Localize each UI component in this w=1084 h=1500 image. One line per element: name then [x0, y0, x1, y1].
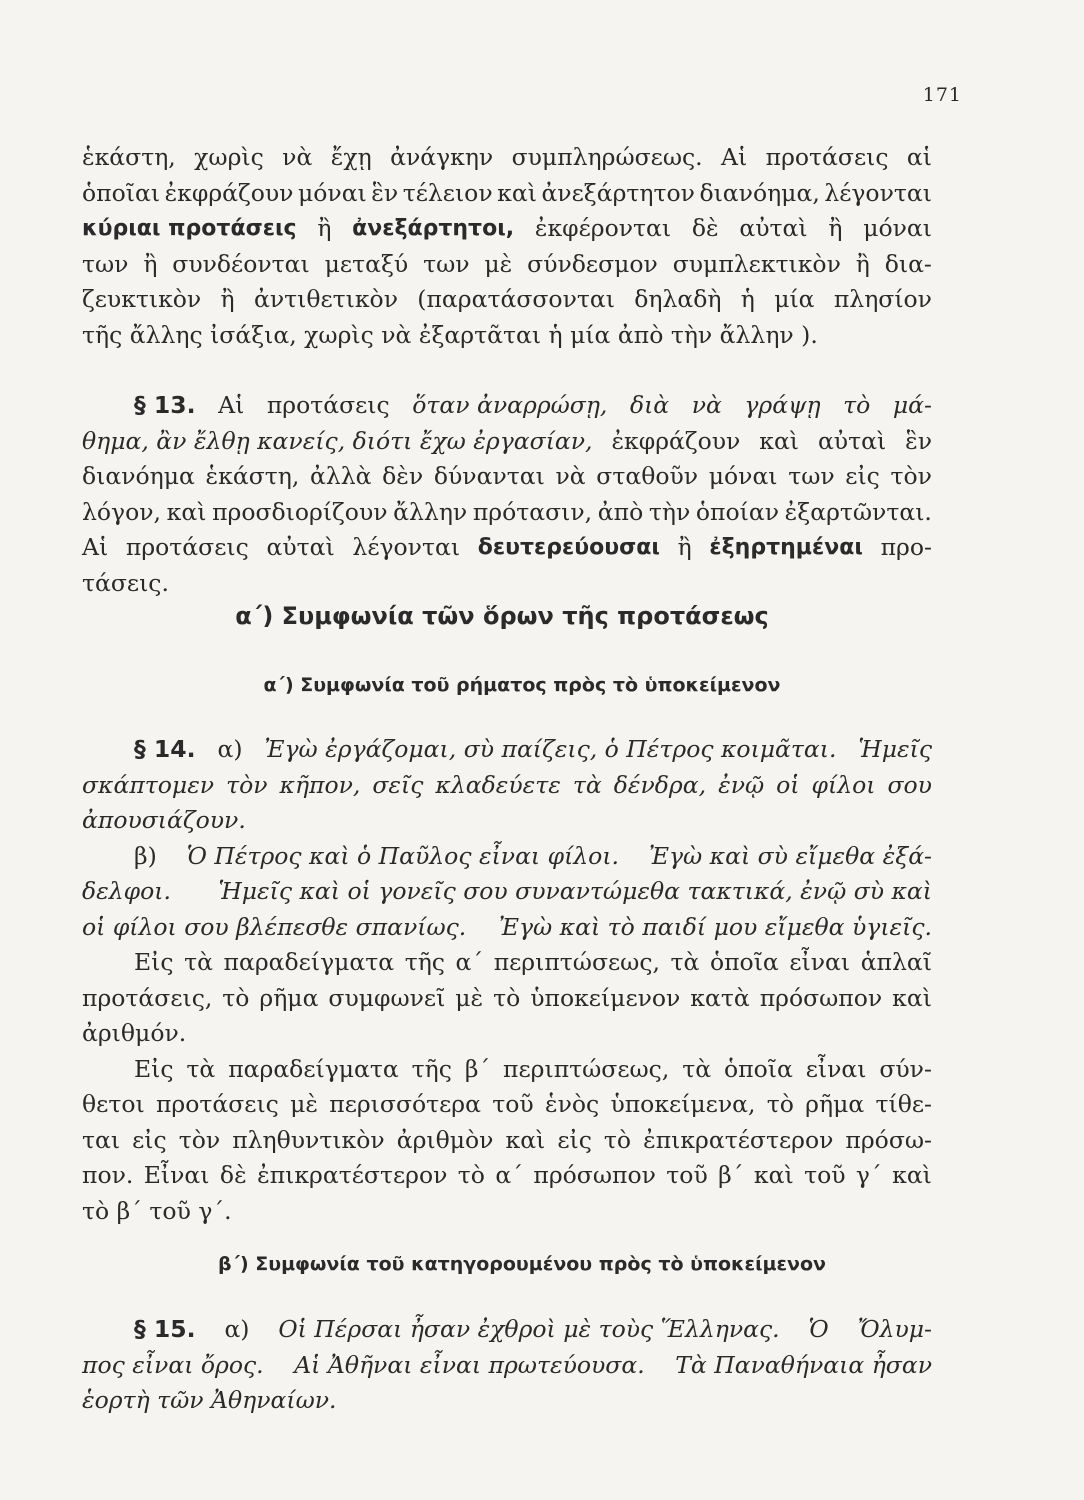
bold-term: δευτερεύουσαι — [477, 535, 660, 560]
text-line: δελφοι. Ἡμεῖς καὶ οἱ γονεῖς σου συναντώμεθα τακτικά, ἐνῷ σὺ καὶ — [82, 877, 932, 905]
text-line: ἀπουσιάζουν. — [82, 806, 246, 834]
text-line: Αἱ προτάσεις αὐταὶ λέγονται δευτερεύουσαι ἢ ἐξηρτημέναι προ- — [82, 530, 932, 566]
bold-term: ἀνεξάρτητοι, — [352, 216, 515, 241]
page-number: 171 — [922, 84, 962, 106]
text-line: πος εἶναι ὄρος. Αἱ Ἀθῆναι εἶναι πρωτεύουσα. Τὰ Παναθήναια ἦσαν — [82, 1350, 932, 1379]
section-heading: α΄) Συμφωνία τῶν ὅρων τῆς προτάσεως — [235, 602, 769, 630]
text-line: τῆς ἄλλης ἰσάξια, χωρὶς νὰ ἐξαρτᾶται ἡ μία ἀπὸ τὴν ἄλλην ). — [82, 320, 818, 349]
section-number: § 14. — [134, 735, 196, 763]
text-line: διανόημα ἑκάστη, ἀλλὰ δὲν δύνανται νὰ σταθοῦν μόναι των εἰς τὸν — [82, 462, 932, 490]
text-line: § 13. Αἱ προτάσεις ὅταν ἀναρρώσῃ, διὰ νὰ γράψῃ τὸ μά- — [82, 388, 932, 424]
subsection-heading: α΄) Συμφωνία τοῦ ρήματος πρὸς τὸ ὑποκείμενον — [263, 674, 781, 696]
text-line: ὁποῖαι ἐκφράζουν μόναι ἓν τέλειον καὶ ἀνεξάρτητον διανόημα, λέγονται — [82, 178, 932, 207]
paragraph-2 — [82, 388, 932, 601]
text-line: Εἰς τὰ παραδείγματα τῆς β΄ περιπτώσεως, τὰ ὁποῖα εἶναι σύν- — [134, 1054, 932, 1083]
text-line: κύριαι προτάσεις ἢ ἀνεξάρτητοι, ἐκφέρονται δὲ αὐταὶ ἢ μόναι — [82, 211, 932, 247]
text-line: β) Ὁ Πέτρος καὶ ὁ Παῦλος εἶναι φίλοι. Ἐγὼ καὶ σὺ εἴμεθα ἐξά- — [134, 841, 932, 870]
paragraph-3 — [82, 732, 932, 1229]
text-line: των ἢ συνδέονται μεταξύ των μὲ σύνδεσμον συμπλεκτικὸν ἢ δια- — [82, 249, 932, 278]
paragraph-1 — [82, 140, 932, 353]
text-line: ἑορτὴ τῶν Ἀθηναίων. — [82, 1386, 337, 1414]
text-line: Εἰς τὰ παραδείγματα τῆς α΄ περιπτώσεως, τὰ ὁποῖα εἶναι ἁπλαῖ — [134, 948, 932, 976]
text-line: θετοι προτάσεις μὲ περισσότερα τοῦ ἑνὸς ὑποκείμενα, τὸ ρῆμα τίθε- — [82, 1090, 932, 1118]
bold-term: ἐξηρτημέναι — [709, 535, 863, 560]
text-line: τάσεις. — [82, 568, 169, 597]
text-line: § 14. α) Ἐγὼ ἐργάζομαι, σὺ παίζεις, ὁ Πέτρος κοιμᾶται. Ἡμεῖς — [82, 732, 932, 768]
text-line: ζευκτικὸν ἢ ἀντιθετικὸν (παρατάσσονται δηλαδὴ ἡ μία πλησίον — [82, 285, 932, 313]
section-number: § 13. — [134, 391, 196, 419]
text-line: οἱ φίλοι σου βλέπεσθε σπανίως. Ἐγὼ καὶ τὸ παιδί μου εἴμεθα ὑγιεῖς. — [82, 912, 932, 941]
text-line: ἀριθμόν. — [82, 1019, 187, 1047]
subsection-heading: β΄) Συμφωνία τοῦ κατηγορουμένου πρὸς τὸ ὑποκείμενον — [217, 1253, 826, 1275]
text-line: θημα, ἂν ἔλθῃ κανείς, διότι ἔχω ἐργασίαν, ἐκφράζουν καὶ αὐταὶ ἓν — [82, 426, 932, 455]
text-line: § 15. α) Οἱ Πέρσαι ἦσαν ἐχθροὶ μὲ τοὺς Ἕλληνας. Ὁ Ὄλυμ- — [82, 1312, 932, 1348]
text-line: τὸ β΄ τοῦ γ΄. — [82, 1196, 232, 1225]
text-line: προτάσεις, τὸ ρῆμα συμφωνεῖ μὲ τὸ ὑποκείμενον κατὰ πρόσωπον καὶ — [82, 983, 932, 1012]
text-line: λόγον, καὶ προσδιορίζουν ἄλλην πρότασιν, ἀπὸ τὴν ὁποίαν ἐξαρτῶνται. — [82, 497, 932, 526]
paragraph-4 — [82, 1312, 932, 1419]
bold-term: κύριαι προτάσεις — [82, 216, 297, 241]
text-line: ἑκάστη, χωρὶς νὰ ἔχῃ ἀνάγκην συμπληρώσεως. Αἱ προτάσεις αἱ — [82, 143, 932, 171]
text-line: ται εἰς τὸν πληθυντικὸν ἀριθμὸν καὶ εἰς τὸ ἐπικρατέστερον πρόσω- — [82, 1125, 932, 1154]
section-number: § 15. — [134, 1315, 196, 1343]
text-line: σκάπτομεν τὸν κῆπον, σεῖς κλαδεύετε τὰ δένδρα, ἐνῷ οἱ φίλοι σου — [82, 770, 932, 799]
text-line: πον. Εἶναι δὲ ἐπικρατέστερον τὸ α΄ πρόσωπον τοῦ β΄ καὶ τοῦ γ΄ καὶ — [82, 1161, 932, 1189]
